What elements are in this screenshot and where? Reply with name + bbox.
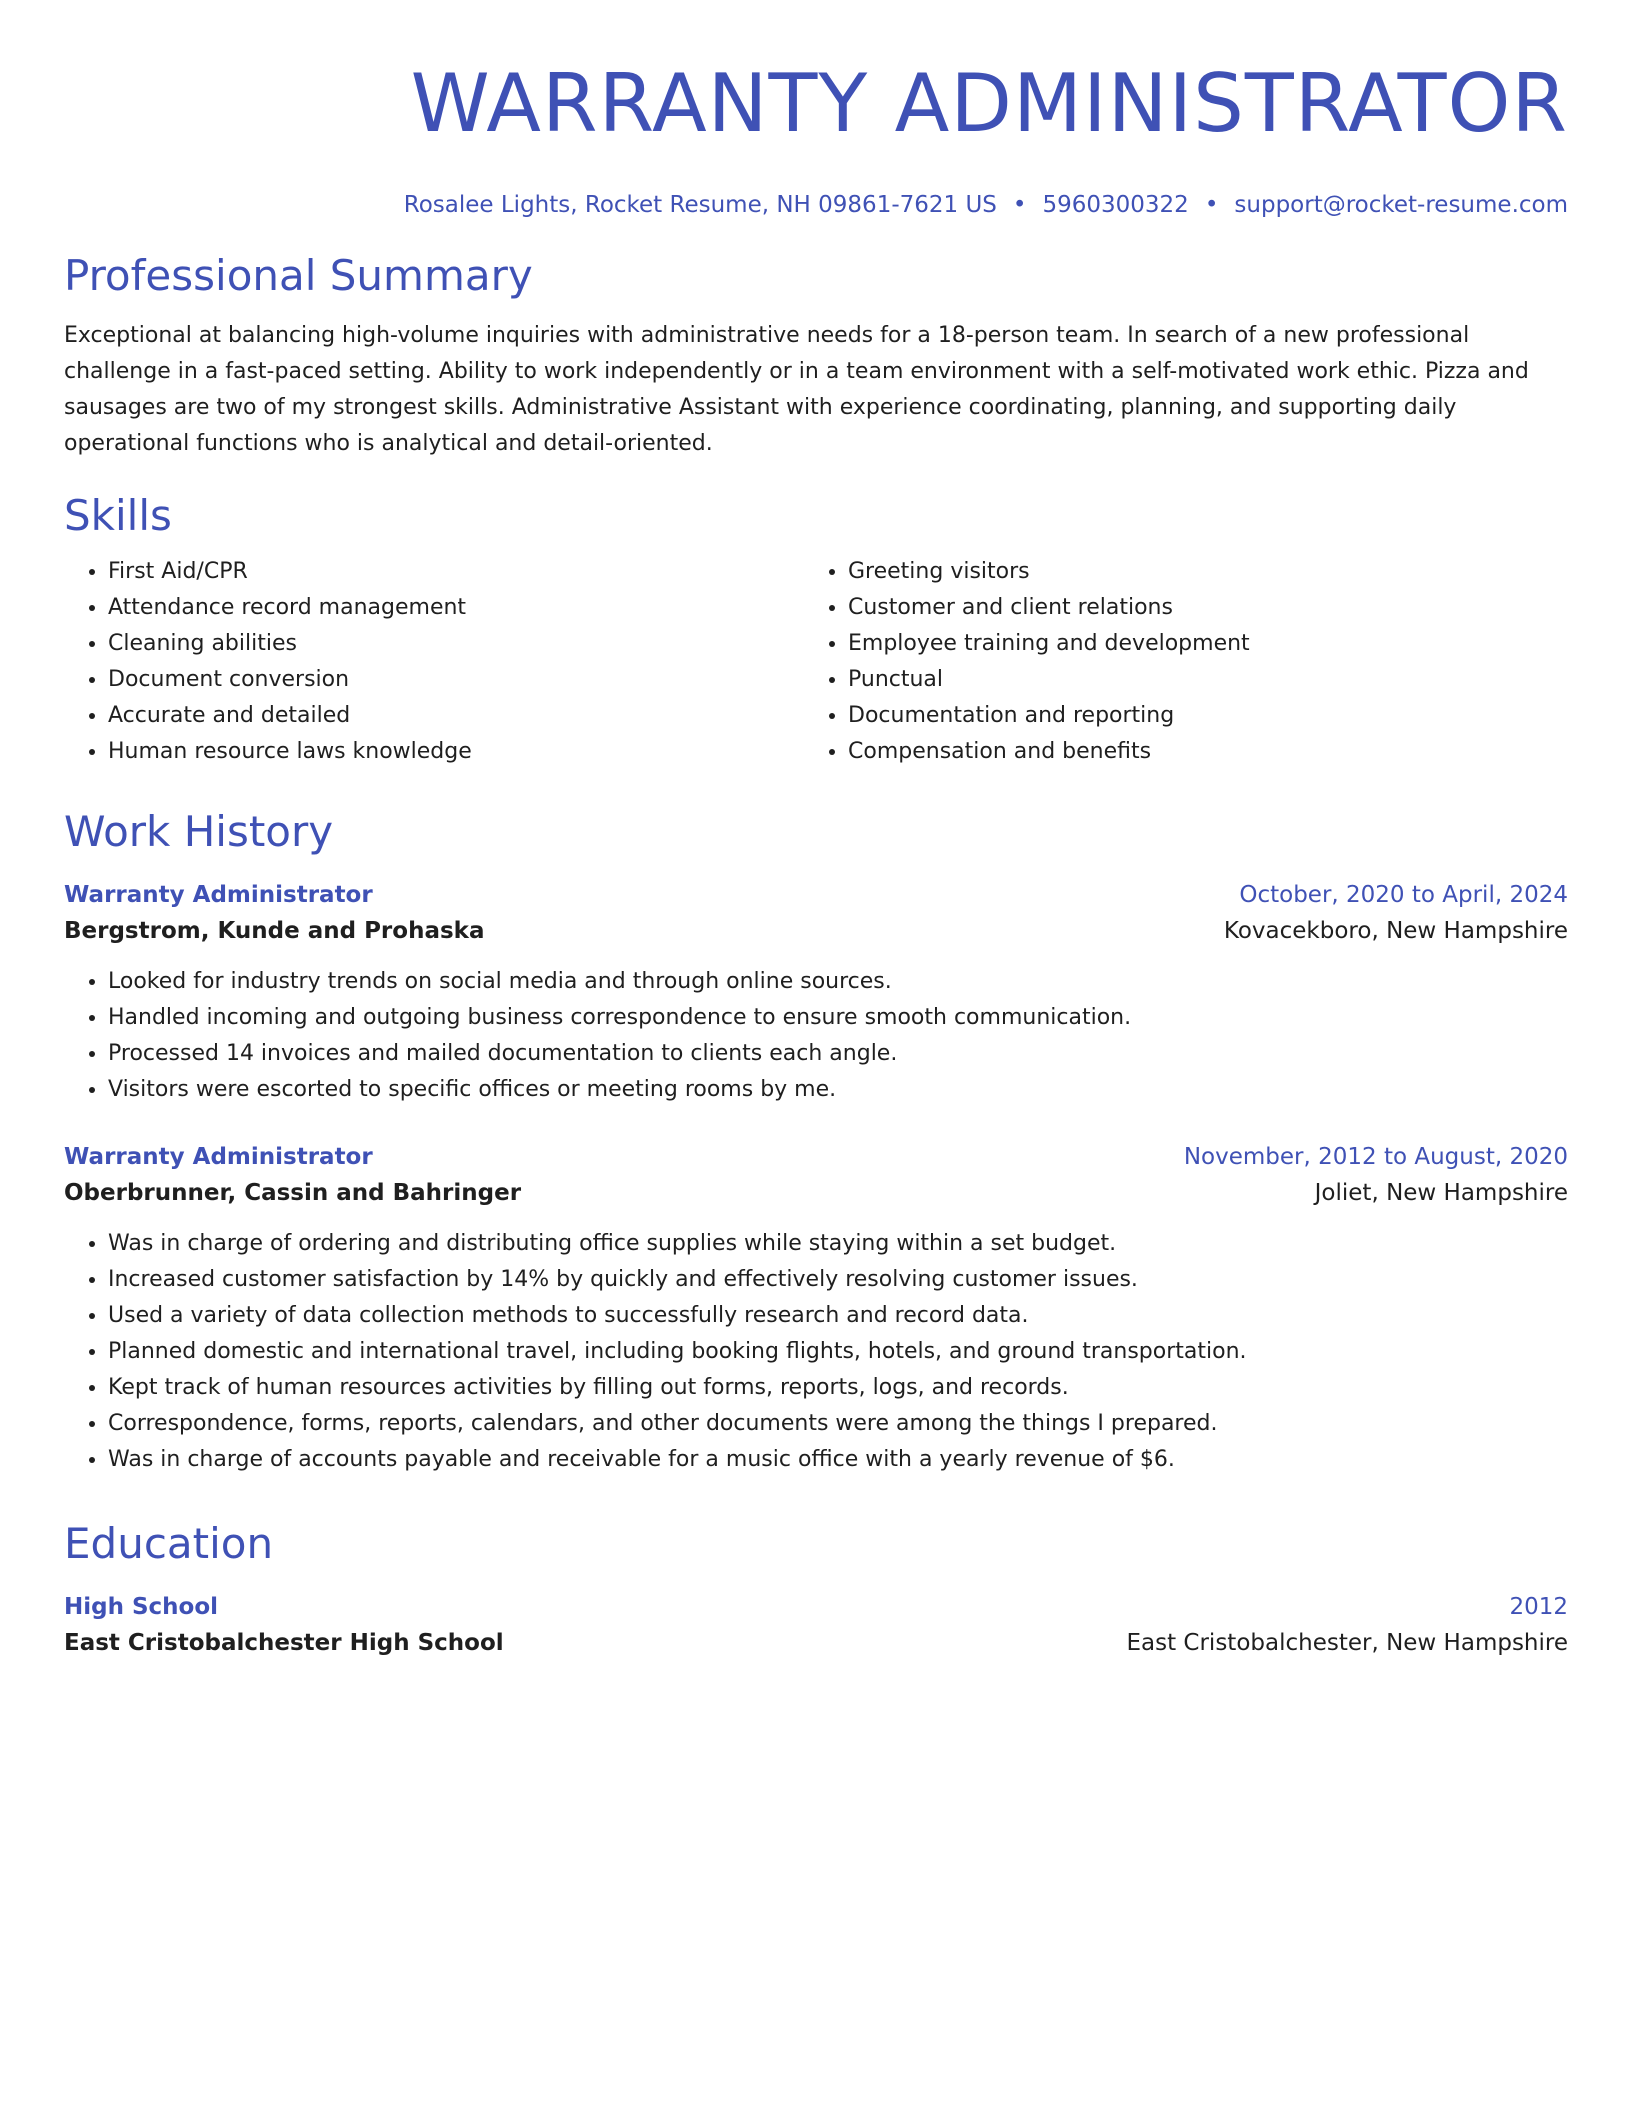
education-degree: High School xyxy=(64,1594,219,1620)
job-bullet: • Processed 14 invoices and mailed documentation to clients each angle. xyxy=(108,1036,1568,1072)
contact-line xyxy=(64,190,1568,220)
skill-item: • Employee training and development xyxy=(848,626,1544,662)
job-entry xyxy=(64,1140,1568,1478)
job-title: Warranty Administrator xyxy=(64,882,373,908)
skill-item: • Documentation and reporting xyxy=(848,698,1544,734)
skill-item: • Accurate and detailed xyxy=(108,698,804,734)
job-bullet: • Correspondence, forms, reports, calendars, and other documents were among the things I prepared. xyxy=(108,1406,1568,1442)
contact-address: Rosalee Lights, Rocket Resume, NH 09861-7621 US xyxy=(403,192,997,218)
skill-item: • Human resource laws knowledge xyxy=(108,734,804,770)
resume-header xyxy=(64,56,1568,220)
education-heading: Education xyxy=(64,1519,274,1568)
skills-column-right xyxy=(804,554,1544,770)
skill-item: • Cleaning abilities xyxy=(108,626,804,662)
summary-text: Exceptional at balancing high-volume inquiries with administrative needs for a 18-person team. In search of a new professional challenge in a fast-paced setting. Ability to work independently or in a team environment with a self-motivated work ethic. Pizza and sausages are two of my strongest skills. Administrative Assistant with experience coordinating, planning, and supporting daily operational functions who is analytical and detail-oriented. xyxy=(64,323,1529,456)
education-school-row xyxy=(64,1624,1568,1662)
contact-separator: • xyxy=(1204,192,1219,218)
skills-column-left xyxy=(64,554,804,770)
job-header-row xyxy=(64,878,1568,912)
job-dates: October, 2020 to April, 2024 xyxy=(1239,882,1568,908)
skill-item: • Greeting visitors xyxy=(848,554,1544,590)
job-bullet: • Handled incoming and outgoing business correspondence to ensure smooth communication. xyxy=(108,1000,1568,1036)
job-bullet: • Kept track of human resources activities by filling out forms, reports, logs, and records. xyxy=(108,1370,1568,1406)
job-bullet: • Was in charge of ordering and distributing office supplies while staying within a set budget. xyxy=(108,1226,1568,1262)
education-entry xyxy=(64,1590,1568,1662)
contact-separator: • xyxy=(1012,192,1027,218)
skill-item: • Customer and client relations xyxy=(848,590,1544,626)
job-employer: Bergstrom, Kunde and Prohaska xyxy=(64,918,485,944)
work-history-heading: Work History xyxy=(64,807,334,856)
contact-email[interactable]: support@rocket-resume.com xyxy=(1234,192,1568,218)
job-bullet: • Looked for industry trends on social media and through online sources. xyxy=(108,964,1568,1000)
job-location: Joliet, New Hampshire xyxy=(1314,1180,1568,1206)
job-bullet: • Planned domestic and international travel, including booking flights, hotels, and ground transportation. xyxy=(108,1334,1568,1370)
job-bullet: • Used a variety of data collection methods to successfully research and record data. xyxy=(108,1298,1568,1334)
job-employer: Oberbrunner, Cassin and Bahringer xyxy=(64,1180,522,1206)
job-header-row xyxy=(64,1140,1568,1174)
job-dates: November, 2012 to August, 2020 xyxy=(1183,1144,1568,1170)
contact-phone: 5960300322 xyxy=(1042,192,1189,218)
job-title: Warranty Administrator xyxy=(64,1144,373,1170)
job-bullet: • Was in charge of accounts payable and receivable for a music office with a yearly revenue of $6. xyxy=(108,1442,1568,1478)
education-school: East Cristobalchester High School xyxy=(64,1630,504,1656)
skills-list xyxy=(64,554,1568,770)
education-header-row xyxy=(64,1590,1568,1624)
job-employer-row xyxy=(64,1174,1568,1212)
education-location: East Cristobalchester, New Hampshire xyxy=(1126,1630,1568,1656)
job-bullets xyxy=(64,964,1568,1108)
education-year: 2012 xyxy=(1509,1594,1568,1620)
skill-item: • Compensation and benefits xyxy=(848,734,1544,770)
job-location: Kovacekboro, New Hampshire xyxy=(1223,918,1568,944)
resume-title: WARRANTY ADMINISTRATOR xyxy=(410,57,1568,150)
job-bullet: • Visitors were escorted to specific offices or meeting rooms by me. xyxy=(108,1072,1568,1108)
job-employer-row xyxy=(64,912,1568,950)
skills-heading: Skills xyxy=(64,491,172,540)
skill-item: • Document conversion xyxy=(108,662,804,698)
job-bullets xyxy=(64,1226,1568,1478)
summary-heading: Professional Summary xyxy=(64,251,533,300)
skill-item: • Punctual xyxy=(848,662,1544,698)
job-bullet: • Increased customer satisfaction by 14% by quickly and effectively resolving customer issues. xyxy=(108,1262,1568,1298)
skill-item: • First Aid/CPR xyxy=(108,554,804,590)
skill-item: • Attendance record management xyxy=(108,590,804,626)
job-entry xyxy=(64,878,1568,1108)
